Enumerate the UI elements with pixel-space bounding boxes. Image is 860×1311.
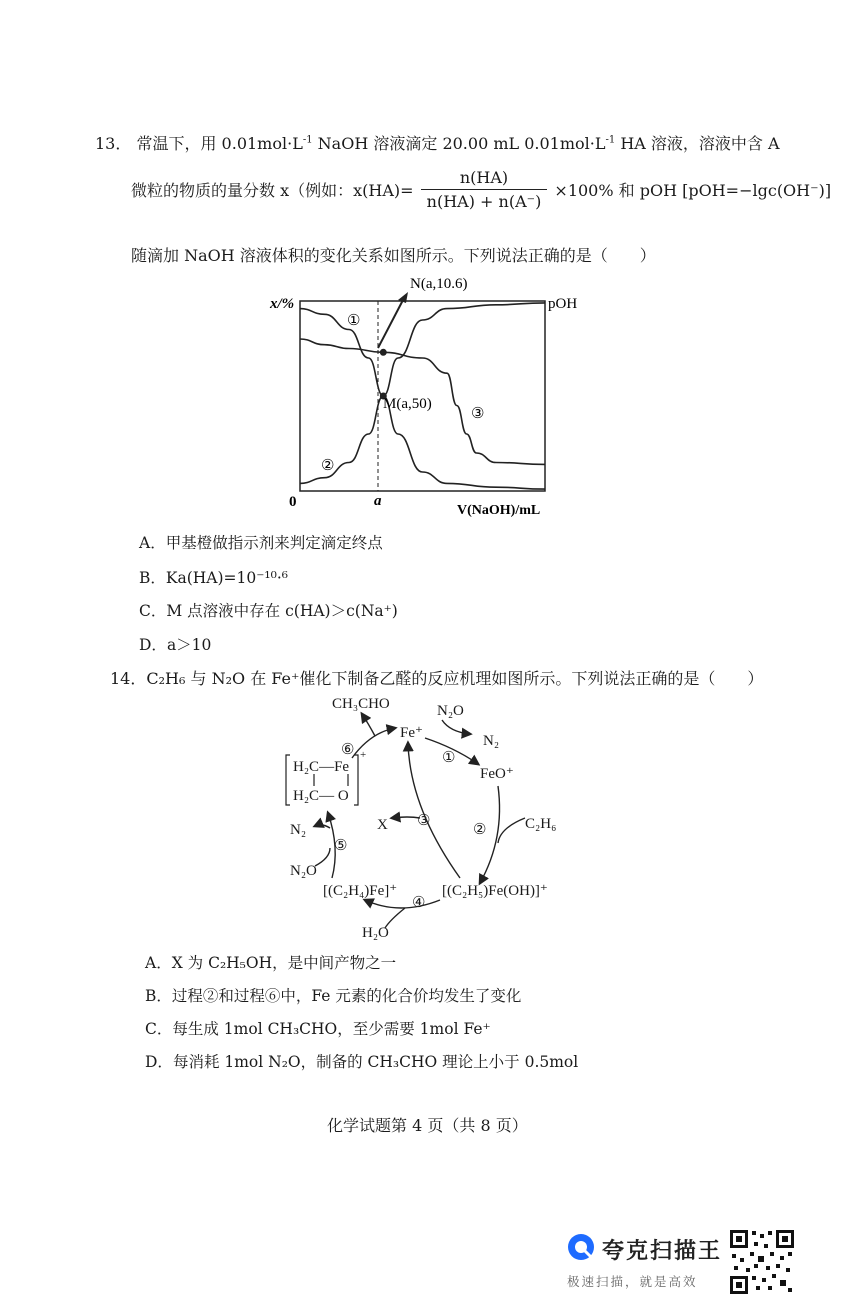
ring-bracket-right (354, 755, 358, 805)
n2-top-label: N₂ (483, 733, 500, 749)
ring-charge: + (360, 749, 367, 761)
quark-logo-icon (566, 1232, 596, 1262)
c2h5-fe-oh-complex: [(C₂H₅)Fe(OH)]⁺ (442, 883, 548, 899)
feo-plus-label: FeO⁺ (480, 766, 514, 782)
c2h4-fe-complex: [(C₂H₄)Fe]⁺ (323, 883, 398, 899)
step-3: ③ (417, 813, 431, 829)
arrow-h2o-out (385, 908, 405, 928)
q13-line1: 13． 常温下，用 $0.01mol\cdot L^{-1}$ NaOH 溶液滴定 20.00 mL $0.01mol\cdot L^{-1}$ HA 溶液，溶液中含 A (95, 134, 780, 153)
origin-label: 0 (289, 494, 297, 510)
mechanism-diagram (270, 688, 590, 948)
q13-option-b: B．Ka(HA)=10⁻¹⁰·⁶ (139, 569, 288, 587)
step-6: ⑥ (341, 742, 355, 758)
titration-chart (255, 268, 595, 518)
step-5: ⑤ (334, 838, 348, 854)
fe-plus-label: Fe⁺ (400, 725, 423, 741)
arrow-ch3cho-out (362, 714, 375, 736)
series-3-label: ③ (471, 406, 485, 422)
q13-line3: 随滴加 NaOH 溶液体积的变化关系如图所示。下列说法正确的是（ ） (131, 246, 656, 265)
arrow-n2o-left-in (315, 848, 330, 866)
series-2-label: ② (321, 458, 335, 474)
q13-option-c: C．M 点溶液中存在 c(HA)＞c(Na⁺) (139, 602, 398, 620)
arrow-c2h6-in (498, 818, 525, 843)
arrow-n2o-in (442, 720, 470, 734)
q13-option-a: A．甲基橙做指示剂来判定滴定终点 (139, 534, 383, 552)
y-axis-left-label: x/% (270, 296, 295, 312)
point-n-marker (380, 349, 387, 356)
q14-option-b: B．过程②和过程⑥中，Fe 元素的化合价均发生了变化 (145, 987, 522, 1005)
ring-bottom-label: H₂C— O (293, 788, 349, 804)
q14-option-d: D．每消耗 1mol N₂O，制备的 CH₃CHO 理论上小于 0.5mol (145, 1053, 579, 1071)
n2-left-label: N₂ (290, 822, 307, 838)
n2o-left-label: N₂O (290, 863, 317, 879)
q14-stem: 14．C₂H₆ 与 N₂O 在 Fe⁺催化下制备乙醛的反应机理如图所示。下列说法正确的是（ ） (110, 669, 764, 688)
page-footer: 化学试题第 4 页（共 8 页） (327, 1116, 528, 1135)
step-1: ① (442, 750, 456, 766)
y-axis-right-label: pOH (548, 296, 578, 312)
c2h6-label: C₂H₆ (525, 816, 557, 832)
arrow-x-out (392, 817, 420, 818)
point-n-label: N(a,10.6) (410, 276, 468, 292)
h2o-label: H₂O (362, 925, 389, 941)
point-m-label: M(a,50) (383, 396, 432, 412)
n-pointer-line (378, 300, 403, 348)
q14-option-c: C．每生成 1mol CH₃CHO，至少需要 1mol Fe⁺ (145, 1020, 491, 1038)
mole-fraction-formula: $\frac{n(HA)}{n(HA) + n(A^-)}$ (421, 168, 548, 211)
series-2-curve (300, 303, 545, 484)
step-2: ② (473, 822, 487, 838)
series-1-label: ① (347, 313, 361, 329)
arrow-step-4 (365, 900, 440, 908)
arrow-n2-left-out (315, 825, 330, 828)
x-product-label: X (377, 817, 388, 833)
step-4: ④ (412, 895, 426, 911)
q13-option-d: D．a＞10 (139, 636, 212, 654)
ring-bracket-left (286, 755, 290, 805)
qr-code-icon[interactable] (728, 1228, 796, 1296)
x-axis-label: V(NaOH)/mL (457, 503, 541, 518)
ring-top-label: H₂C—Fe (293, 759, 350, 775)
brand-slogan: 极速扫描，就是高效 (567, 1275, 698, 1289)
q14-option-a: A．X 为 C₂H₅OH，是中间产物之一 (145, 954, 397, 972)
ch3cho-label: CH₃CHO (332, 696, 390, 712)
n2o-top-label: N₂O (437, 703, 464, 719)
x-tick-a: a (374, 493, 382, 509)
q13-line2: 微粒的物质的量分数 x（例如：x(HA)= $\frac{n(HA)}{n(HA) + n(A^-)}$ ×100% 和 pOH [pOH=−lgc(OH⁻)] (131, 168, 832, 211)
brand-name: 夸克扫描王 (602, 1238, 723, 1263)
